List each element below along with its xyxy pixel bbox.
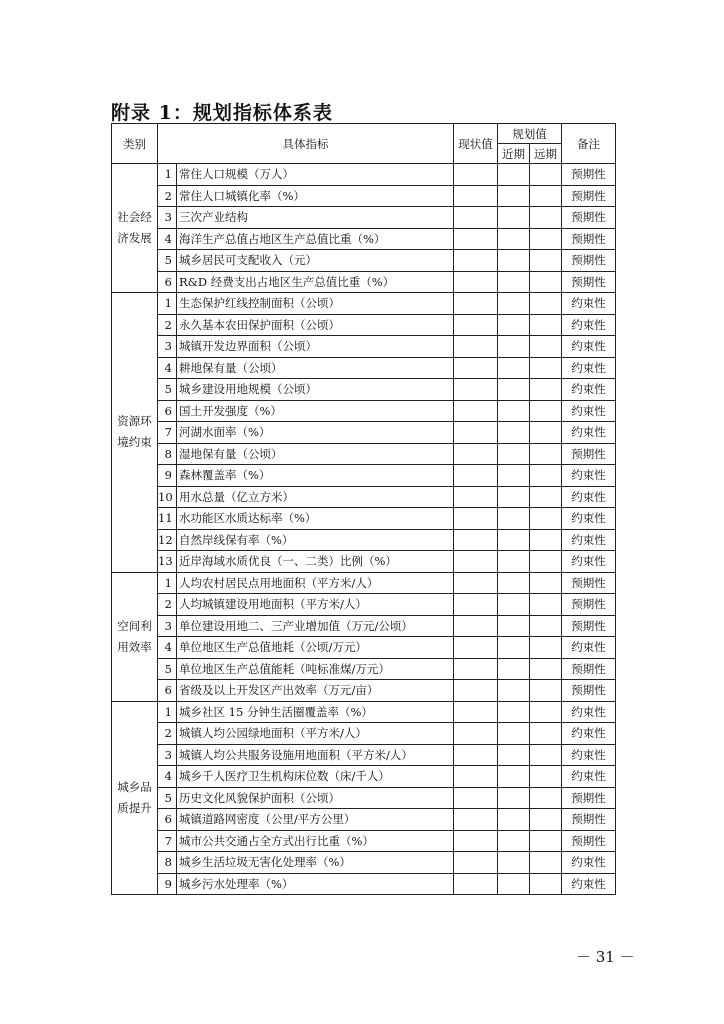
note-cell: 约束性 bbox=[562, 551, 616, 573]
row-number: 6 bbox=[158, 271, 177, 293]
near-term-cell bbox=[498, 293, 530, 315]
note-cell: 约束性 bbox=[562, 400, 616, 422]
table-row bbox=[112, 314, 616, 336]
row-number: 5 bbox=[158, 787, 177, 809]
current-value-cell bbox=[454, 615, 498, 637]
note-cell: 约束性 bbox=[562, 723, 616, 745]
table-row bbox=[112, 637, 616, 659]
long-term-cell bbox=[530, 185, 562, 207]
current-value-cell bbox=[454, 293, 498, 315]
current-value-cell bbox=[454, 637, 498, 659]
near-term-cell bbox=[498, 185, 530, 207]
current-value-cell bbox=[454, 766, 498, 788]
indicator-name: 生态保护红线控制面积（公顷） bbox=[177, 293, 454, 315]
near-term-cell bbox=[498, 658, 530, 680]
indicator-name: 城乡建设用地规模（公顷） bbox=[177, 379, 454, 401]
near-term-cell bbox=[498, 314, 530, 336]
near-term-cell bbox=[498, 228, 530, 250]
table-row bbox=[112, 422, 616, 444]
table-row bbox=[112, 615, 616, 637]
note-cell: 约束性 bbox=[562, 293, 616, 315]
table-row bbox=[112, 873, 616, 895]
near-term-cell bbox=[498, 422, 530, 444]
long-term-cell bbox=[530, 551, 562, 573]
table-row bbox=[112, 572, 616, 594]
row-number: 4 bbox=[158, 357, 177, 379]
long-term-cell bbox=[530, 379, 562, 401]
row-number: 3 bbox=[158, 336, 177, 358]
header-note: 备注 bbox=[562, 124, 616, 164]
table-body bbox=[112, 164, 616, 895]
table-row bbox=[112, 400, 616, 422]
current-value-cell bbox=[454, 336, 498, 358]
long-term-cell bbox=[530, 637, 562, 659]
near-term-cell bbox=[498, 594, 530, 616]
indicator-name: 三次产业结构 bbox=[177, 207, 454, 229]
table-row bbox=[112, 658, 616, 680]
header-category: 类别 bbox=[112, 124, 158, 164]
long-term-cell bbox=[530, 508, 562, 530]
long-term-cell bbox=[530, 572, 562, 594]
current-value-cell bbox=[454, 379, 498, 401]
indicator-name: 单位建设用地二、三产业增加值（万元/公顷） bbox=[177, 615, 454, 637]
indicator-name: 人均农村居民点用地面积（平方米/人） bbox=[177, 572, 454, 594]
near-term-cell bbox=[498, 873, 530, 895]
indicator-name: 城乡生活垃圾无害化处理率（%） bbox=[177, 852, 454, 874]
row-number: 6 bbox=[158, 680, 177, 702]
current-value-cell bbox=[454, 873, 498, 895]
table-row bbox=[112, 164, 616, 186]
near-term-cell bbox=[498, 723, 530, 745]
note-cell: 约束性 bbox=[562, 637, 616, 659]
note-cell: 约束性 bbox=[562, 486, 616, 508]
current-value-cell bbox=[454, 658, 498, 680]
header-current: 现状值 bbox=[454, 124, 498, 164]
table-row bbox=[112, 744, 616, 766]
note-cell: 约束性 bbox=[562, 336, 616, 358]
note-cell: 预期性 bbox=[562, 207, 616, 229]
indicator-name: 城乡社区 15 分钟生活圈覆盖率（%） bbox=[177, 701, 454, 723]
indicator-name: 永久基本农田保护面积（公顷） bbox=[177, 314, 454, 336]
current-value-cell bbox=[454, 314, 498, 336]
note-cell: 约束性 bbox=[562, 508, 616, 530]
indicator-name: 城镇人均公共服务设施用地面积（平方米/人） bbox=[177, 744, 454, 766]
current-value-cell bbox=[454, 551, 498, 573]
long-term-cell bbox=[530, 701, 562, 723]
category-cell: 资源环境约束 bbox=[112, 293, 158, 573]
long-term-cell bbox=[530, 207, 562, 229]
current-value-cell bbox=[454, 357, 498, 379]
long-term-cell bbox=[530, 293, 562, 315]
row-number: 2 bbox=[158, 314, 177, 336]
long-term-cell bbox=[530, 400, 562, 422]
long-term-cell bbox=[530, 336, 562, 358]
near-term-cell bbox=[498, 680, 530, 702]
row-number: 11 bbox=[158, 508, 177, 530]
indicator-name: 历史文化风貌保护面积（公顷） bbox=[177, 787, 454, 809]
near-term-cell bbox=[498, 809, 530, 831]
near-term-cell bbox=[498, 250, 530, 272]
note-cell: 约束性 bbox=[562, 744, 616, 766]
note-cell: 预期性 bbox=[562, 228, 616, 250]
near-term-cell bbox=[498, 572, 530, 594]
category-cell: 社会经济发展 bbox=[112, 164, 158, 293]
long-term-cell bbox=[530, 529, 562, 551]
near-term-cell bbox=[498, 400, 530, 422]
header-near: 近期 bbox=[498, 144, 530, 164]
note-cell: 约束性 bbox=[562, 852, 616, 874]
long-term-cell bbox=[530, 271, 562, 293]
long-term-cell bbox=[530, 873, 562, 895]
row-number: 3 bbox=[158, 207, 177, 229]
current-value-cell bbox=[454, 185, 498, 207]
row-number: 9 bbox=[158, 465, 177, 487]
long-term-cell bbox=[530, 766, 562, 788]
note-cell: 预期性 bbox=[562, 830, 616, 852]
row-number: 2 bbox=[158, 723, 177, 745]
page-title: 附录 1：规划指标体系表 bbox=[111, 102, 333, 124]
near-term-cell bbox=[498, 443, 530, 465]
row-number: 1 bbox=[158, 164, 177, 186]
row-number: 1 bbox=[158, 572, 177, 594]
near-term-cell bbox=[498, 615, 530, 637]
long-term-cell bbox=[530, 357, 562, 379]
long-term-cell bbox=[530, 809, 562, 831]
near-term-cell bbox=[498, 852, 530, 874]
near-term-cell bbox=[498, 637, 530, 659]
row-number: 8 bbox=[158, 852, 177, 874]
note-cell: 预期性 bbox=[562, 572, 616, 594]
row-number: 4 bbox=[158, 637, 177, 659]
indicator-name: 单位地区生产总值地耗（公顷/万元） bbox=[177, 637, 454, 659]
row-number: 7 bbox=[158, 422, 177, 444]
indicator-name: 森林覆盖率（%） bbox=[177, 465, 454, 487]
long-term-cell bbox=[530, 465, 562, 487]
long-term-cell bbox=[530, 486, 562, 508]
category-cell: 空间利用效率 bbox=[112, 572, 158, 701]
row-number: 4 bbox=[158, 766, 177, 788]
table-row bbox=[112, 185, 616, 207]
near-term-cell bbox=[498, 465, 530, 487]
note-cell: 预期性 bbox=[562, 271, 616, 293]
row-number: 1 bbox=[158, 293, 177, 315]
near-term-cell bbox=[498, 486, 530, 508]
indicator-table bbox=[111, 123, 616, 895]
row-number: 13 bbox=[158, 551, 177, 573]
table-row bbox=[112, 680, 616, 702]
note-cell: 约束性 bbox=[562, 701, 616, 723]
note-cell: 预期性 bbox=[562, 809, 616, 831]
long-term-cell bbox=[530, 852, 562, 874]
row-number: 5 bbox=[158, 250, 177, 272]
near-term-cell bbox=[498, 787, 530, 809]
note-cell: 预期性 bbox=[562, 658, 616, 680]
indicator-name: 水功能区水质达标率（%） bbox=[177, 508, 454, 530]
near-term-cell bbox=[498, 207, 530, 229]
long-term-cell bbox=[530, 228, 562, 250]
current-value-cell bbox=[454, 228, 498, 250]
near-term-cell bbox=[498, 164, 530, 186]
table-row bbox=[112, 357, 616, 379]
row-number: 4 bbox=[158, 228, 177, 250]
table-row bbox=[112, 766, 616, 788]
near-term-cell bbox=[498, 766, 530, 788]
table-row bbox=[112, 228, 616, 250]
indicator-name: 常住人口规模（万人） bbox=[177, 164, 454, 186]
long-term-cell bbox=[530, 723, 562, 745]
table-row bbox=[112, 529, 616, 551]
row-number: 6 bbox=[158, 809, 177, 831]
current-value-cell bbox=[454, 852, 498, 874]
row-number: 5 bbox=[158, 658, 177, 680]
current-value-cell bbox=[454, 830, 498, 852]
row-number: 10 bbox=[158, 486, 177, 508]
long-term-cell bbox=[530, 314, 562, 336]
long-term-cell bbox=[530, 830, 562, 852]
indicator-name: 省级及以上开发区产出效率（万元/亩） bbox=[177, 680, 454, 702]
table-row bbox=[112, 336, 616, 358]
table-row bbox=[112, 250, 616, 272]
indicator-name: 单位地区生产总值能耗（吨标准煤/万元） bbox=[177, 658, 454, 680]
row-number: 1 bbox=[158, 701, 177, 723]
current-value-cell bbox=[454, 787, 498, 809]
note-cell: 约束性 bbox=[562, 465, 616, 487]
table-row bbox=[112, 852, 616, 874]
current-value-cell bbox=[454, 529, 498, 551]
table-row bbox=[112, 723, 616, 745]
current-value-cell bbox=[454, 723, 498, 745]
long-term-cell bbox=[530, 443, 562, 465]
near-term-cell bbox=[498, 508, 530, 530]
current-value-cell bbox=[454, 443, 498, 465]
table-header bbox=[112, 124, 616, 164]
row-number: 3 bbox=[158, 744, 177, 766]
indicator-name: 城乡污水处理率（%） bbox=[177, 873, 454, 895]
header-far: 远期 bbox=[530, 144, 562, 164]
long-term-cell bbox=[530, 615, 562, 637]
row-number: 5 bbox=[158, 379, 177, 401]
near-term-cell bbox=[498, 357, 530, 379]
note-cell: 约束性 bbox=[562, 357, 616, 379]
current-value-cell bbox=[454, 809, 498, 831]
row-number: 7 bbox=[158, 830, 177, 852]
note-cell: 预期性 bbox=[562, 250, 616, 272]
table-row bbox=[112, 701, 616, 723]
table-row bbox=[112, 271, 616, 293]
near-term-cell bbox=[498, 830, 530, 852]
current-value-cell bbox=[454, 701, 498, 723]
indicator-name: 国土开发强度（%） bbox=[177, 400, 454, 422]
note-cell: 预期性 bbox=[562, 594, 616, 616]
long-term-cell bbox=[530, 744, 562, 766]
current-value-cell bbox=[454, 486, 498, 508]
indicator-name: 耕地保有量（公顷） bbox=[177, 357, 454, 379]
table-row bbox=[112, 809, 616, 831]
long-term-cell bbox=[530, 680, 562, 702]
note-cell: 约束性 bbox=[562, 766, 616, 788]
table-row bbox=[112, 465, 616, 487]
indicator-name: 用水总量（亿立方米） bbox=[177, 486, 454, 508]
current-value-cell bbox=[454, 465, 498, 487]
current-value-cell bbox=[454, 744, 498, 766]
current-value-cell bbox=[454, 572, 498, 594]
near-term-cell bbox=[498, 271, 530, 293]
indicator-name: 城镇道路网密度（公里/平方公里） bbox=[177, 809, 454, 831]
current-value-cell bbox=[454, 400, 498, 422]
near-term-cell bbox=[498, 744, 530, 766]
note-cell: 预期性 bbox=[562, 185, 616, 207]
indicator-name: 近岸海域水质优良（一、二类）比例（%） bbox=[177, 551, 454, 573]
indicator-name: 城镇开发边界面积（公顷） bbox=[177, 336, 454, 358]
row-number: 9 bbox=[158, 873, 177, 895]
note-cell: 约束性 bbox=[562, 873, 616, 895]
current-value-cell bbox=[454, 271, 498, 293]
note-cell: 约束性 bbox=[562, 529, 616, 551]
note-cell: 约束性 bbox=[562, 314, 616, 336]
near-term-cell bbox=[498, 701, 530, 723]
near-term-cell bbox=[498, 336, 530, 358]
long-term-cell bbox=[530, 787, 562, 809]
table-row bbox=[112, 787, 616, 809]
indicator-name: 城镇人均公园绿地面积（平方米/人） bbox=[177, 723, 454, 745]
indicator-name: 海洋生产总值占地区生产总值比重（%） bbox=[177, 228, 454, 250]
table-row bbox=[112, 830, 616, 852]
current-value-cell bbox=[454, 422, 498, 444]
current-value-cell bbox=[454, 508, 498, 530]
near-term-cell bbox=[498, 551, 530, 573]
note-cell: 预期性 bbox=[562, 443, 616, 465]
long-term-cell bbox=[530, 658, 562, 680]
near-term-cell bbox=[498, 529, 530, 551]
current-value-cell bbox=[454, 250, 498, 272]
table-row bbox=[112, 207, 616, 229]
long-term-cell bbox=[530, 422, 562, 444]
near-term-cell bbox=[498, 379, 530, 401]
long-term-cell bbox=[530, 164, 562, 186]
row-number: 6 bbox=[158, 400, 177, 422]
note-cell: 预期性 bbox=[562, 680, 616, 702]
long-term-cell bbox=[530, 250, 562, 272]
header-planned: 规划值 bbox=[498, 124, 562, 144]
long-term-cell bbox=[530, 594, 562, 616]
indicator-name: 城乡居民可支配收入（元） bbox=[177, 250, 454, 272]
indicator-name: 河湖水面率（%） bbox=[177, 422, 454, 444]
table-row bbox=[112, 508, 616, 530]
row-number: 3 bbox=[158, 615, 177, 637]
note-cell: 约束性 bbox=[562, 379, 616, 401]
row-number: 8 bbox=[158, 443, 177, 465]
note-cell: 预期性 bbox=[562, 787, 616, 809]
page-number: － 31 － bbox=[576, 948, 635, 966]
current-value-cell bbox=[454, 680, 498, 702]
note-cell: 约束性 bbox=[562, 422, 616, 444]
current-value-cell bbox=[454, 164, 498, 186]
row-number: 2 bbox=[158, 594, 177, 616]
indicator-name: 自然岸线保有率（%） bbox=[177, 529, 454, 551]
indicator-name: 常住人口城镇化率（%） bbox=[177, 185, 454, 207]
indicator-name: 湿地保有量（公顷） bbox=[177, 443, 454, 465]
indicator-name: 城市公共交通占全方式出行比重（%） bbox=[177, 830, 454, 852]
table-row bbox=[112, 293, 616, 315]
indicator-name: 人均城镇建设用地面积（平方米/人） bbox=[177, 594, 454, 616]
table-row bbox=[112, 594, 616, 616]
indicator-name: R&D 经费支出占地区生产总值比重（%） bbox=[177, 271, 454, 293]
note-cell: 预期性 bbox=[562, 615, 616, 637]
note-cell: 预期性 bbox=[562, 164, 616, 186]
table-row bbox=[112, 551, 616, 573]
indicator-name: 城乡千人医疗卫生机构床位数（床/千人） bbox=[177, 766, 454, 788]
row-number: 2 bbox=[158, 185, 177, 207]
table-row bbox=[112, 443, 616, 465]
header-indicator: 具体指标 bbox=[158, 124, 454, 164]
table-row bbox=[112, 486, 616, 508]
category-cell: 城乡品质提升 bbox=[112, 701, 158, 895]
row-number: 12 bbox=[158, 529, 177, 551]
table-row bbox=[112, 379, 616, 401]
current-value-cell bbox=[454, 207, 498, 229]
current-value-cell bbox=[454, 594, 498, 616]
